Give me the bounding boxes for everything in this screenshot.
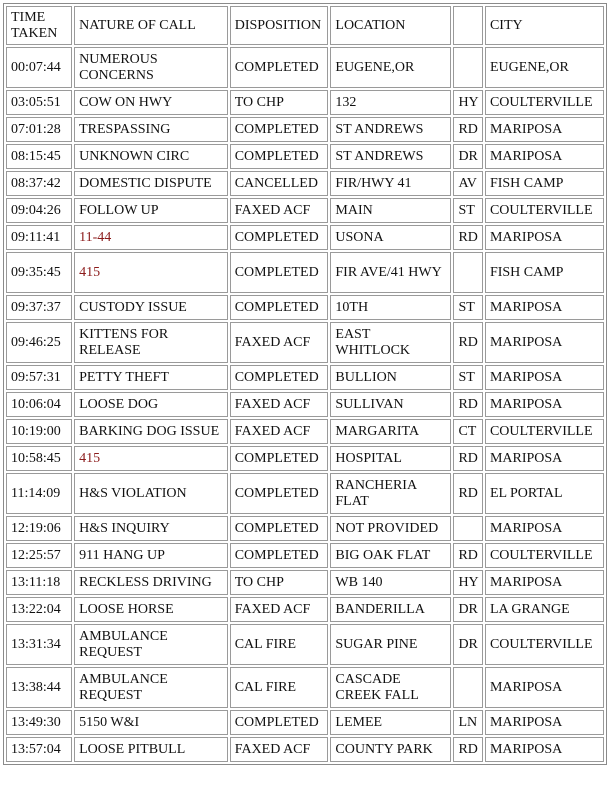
nature-cell: BARKING DOG ISSUE: [74, 419, 228, 444]
header-time-taken: TIME TAKEN: [6, 6, 72, 45]
time-cell: 08:15:45: [6, 144, 72, 169]
table-row: [6, 624, 604, 665]
location-cell: 10TH: [330, 295, 451, 320]
table-row: [6, 419, 604, 444]
time-cell: 08:37:42: [6, 171, 72, 196]
time-cell: 09:57:31: [6, 365, 72, 390]
suffix-cell: HY: [453, 570, 483, 595]
time-cell: 09:35:45: [6, 252, 72, 293]
location-cell: WB 140: [330, 570, 451, 595]
nature-cell: UNKNOWN CIRC: [74, 144, 228, 169]
suffix-cell: [453, 667, 483, 708]
time-cell: 13:49:30: [6, 710, 72, 735]
suffix-cell: RD: [453, 473, 483, 514]
time-cell: 12:19:06: [6, 516, 72, 541]
header-nature-of-call: NATURE OF CALL: [74, 6, 228, 45]
suffix-cell: RD: [453, 543, 483, 568]
header-location: LOCATION: [330, 6, 451, 45]
city-cell: EL PORTAL: [485, 473, 604, 514]
table-row: [6, 117, 604, 142]
nature-cell: NUMEROUS CONCERNS: [74, 47, 228, 88]
suffix-cell: AV: [453, 171, 483, 196]
suffix-cell: HY: [453, 90, 483, 115]
table-row: [6, 47, 604, 88]
location-cell: BULLION: [330, 365, 451, 390]
time-cell: 13:38:44: [6, 667, 72, 708]
table-row: [6, 365, 604, 390]
nature-cell: KITTENS FOR RELEASE: [74, 322, 228, 363]
table-row: [6, 198, 604, 223]
suffix-cell: CT: [453, 419, 483, 444]
disposition-cell: COMPLETED: [230, 473, 329, 514]
location-cell: ST ANDREWS: [330, 144, 451, 169]
location-cell: SUGAR PINE: [330, 624, 451, 665]
suffix-cell: RD: [453, 322, 483, 363]
suffix-cell: ST: [453, 198, 483, 223]
table-row: [6, 516, 604, 541]
city-cell: COULTERVILLE: [485, 624, 604, 665]
nature-cell: 415: [74, 252, 228, 293]
nature-cell: 415: [74, 446, 228, 471]
suffix-cell: LN: [453, 710, 483, 735]
table-row: [6, 597, 604, 622]
time-cell: 10:58:45: [6, 446, 72, 471]
disposition-cell: COMPLETED: [230, 144, 329, 169]
suffix-cell: ST: [453, 365, 483, 390]
city-cell: LA GRANGE: [485, 597, 604, 622]
disposition-cell: CAL FIRE: [230, 624, 329, 665]
disposition-cell: TO CHP: [230, 90, 329, 115]
location-cell: BIG OAK FLAT: [330, 543, 451, 568]
table-row: [6, 667, 604, 708]
location-cell: NOT PROVIDED: [330, 516, 451, 541]
disposition-cell: FAXED ACF: [230, 322, 329, 363]
disposition-cell: COMPLETED: [230, 710, 329, 735]
disposition-cell: COMPLETED: [230, 47, 329, 88]
suffix-cell: RD: [453, 446, 483, 471]
time-cell: 10:19:00: [6, 419, 72, 444]
header-suffix: [453, 6, 483, 45]
disposition-cell: TO CHP: [230, 570, 329, 595]
header-row: [6, 6, 604, 45]
city-cell: COULTERVILLE: [485, 198, 604, 223]
suffix-cell: [453, 47, 483, 88]
city-cell: MARIPOSA: [485, 446, 604, 471]
header-disposition: DISPOSITION: [230, 6, 329, 45]
city-cell: MARIPOSA: [485, 570, 604, 595]
nature-cell: DOMESTIC DISPUTE: [74, 171, 228, 196]
city-cell: MARIPOSA: [485, 365, 604, 390]
disposition-cell: COMPLETED: [230, 446, 329, 471]
table-row: [6, 710, 604, 735]
city-cell: MARIPOSA: [485, 516, 604, 541]
disposition-cell: FAXED ACF: [230, 392, 329, 417]
time-cell: 13:57:04: [6, 737, 72, 762]
table-row: [6, 322, 604, 363]
disposition-cell: FAXED ACF: [230, 419, 329, 444]
table-row: [6, 737, 604, 762]
city-cell: MARIPOSA: [485, 144, 604, 169]
location-cell: SULLIVAN: [330, 392, 451, 417]
location-cell: EUGENE,OR: [330, 47, 451, 88]
time-cell: 13:22:04: [6, 597, 72, 622]
disposition-cell: COMPLETED: [230, 225, 329, 250]
nature-cell: TRESPASSING: [74, 117, 228, 142]
time-cell: 09:04:26: [6, 198, 72, 223]
nature-cell: AMBULANCE REQUEST: [74, 667, 228, 708]
suffix-cell: DR: [453, 624, 483, 665]
time-cell: 03:05:51: [6, 90, 72, 115]
table-row: [6, 144, 604, 169]
disposition-cell: COMPLETED: [230, 117, 329, 142]
nature-cell: LOOSE PITBULL: [74, 737, 228, 762]
location-cell: COUNTY PARK: [330, 737, 451, 762]
time-cell: 07:01:28: [6, 117, 72, 142]
table-row: [6, 295, 604, 320]
time-cell: 13:31:34: [6, 624, 72, 665]
table-row: [6, 392, 604, 417]
nature-cell: 11-44: [74, 225, 228, 250]
location-cell: HOSPITAL: [330, 446, 451, 471]
time-cell: 09:46:25: [6, 322, 72, 363]
suffix-cell: ST: [453, 295, 483, 320]
city-cell: MARIPOSA: [485, 392, 604, 417]
suffix-cell: RD: [453, 392, 483, 417]
disposition-cell: COMPLETED: [230, 516, 329, 541]
time-cell: 13:11:18: [6, 570, 72, 595]
time-cell: 12:25:57: [6, 543, 72, 568]
table-row: [6, 90, 604, 115]
nature-cell: COW ON HWY: [74, 90, 228, 115]
nature-cell: LOOSE HORSE: [74, 597, 228, 622]
location-cell: USONA: [330, 225, 451, 250]
header-city: CITY: [485, 6, 604, 45]
city-cell: MARIPOSA: [485, 225, 604, 250]
table-row: [6, 543, 604, 568]
disposition-cell: CAL FIRE: [230, 667, 329, 708]
time-cell: 09:11:41: [6, 225, 72, 250]
disposition-cell: FAXED ACF: [230, 737, 329, 762]
disposition-cell: COMPLETED: [230, 365, 329, 390]
nature-cell: 911 HANG UP: [74, 543, 228, 568]
nature-cell: H&S VIOLATION: [74, 473, 228, 514]
city-cell: MARIPOSA: [485, 117, 604, 142]
table-row: [6, 225, 604, 250]
location-cell: FIR AVE/41 HWY: [330, 252, 451, 293]
time-cell: 09:37:37: [6, 295, 72, 320]
nature-cell: FOLLOW UP: [74, 198, 228, 223]
location-cell: BANDERILLA: [330, 597, 451, 622]
nature-cell: RECKLESS DRIVING: [74, 570, 228, 595]
suffix-cell: RD: [453, 117, 483, 142]
suffix-cell: DR: [453, 144, 483, 169]
location-cell: MAIN: [330, 198, 451, 223]
time-cell: 00:07:44: [6, 47, 72, 88]
city-cell: MARIPOSA: [485, 667, 604, 708]
location-cell: ST ANDREWS: [330, 117, 451, 142]
disposition-cell: COMPLETED: [230, 543, 329, 568]
location-cell: LEMEE: [330, 710, 451, 735]
city-cell: FISH CAMP: [485, 171, 604, 196]
city-cell: MARIPOSA: [485, 710, 604, 735]
disposition-cell: FAXED ACF: [230, 198, 329, 223]
city-cell: MARIPOSA: [485, 295, 604, 320]
suffix-cell: DR: [453, 597, 483, 622]
table-row: [6, 171, 604, 196]
location-cell: RANCHERIA FLAT: [330, 473, 451, 514]
call-log-body: [6, 47, 604, 762]
table-row: [6, 446, 604, 471]
location-cell: CASCADE CREEK FALL: [330, 667, 451, 708]
suffix-cell: RD: [453, 225, 483, 250]
table-row: [6, 473, 604, 514]
suffix-cell: [453, 516, 483, 541]
nature-cell: H&S INQUIRY: [74, 516, 228, 541]
call-log-table: [3, 3, 607, 765]
city-cell: COULTERVILLE: [485, 543, 604, 568]
table-row: [6, 252, 604, 293]
nature-cell: 5150 W&I: [74, 710, 228, 735]
disposition-cell: COMPLETED: [230, 295, 329, 320]
location-cell: EAST WHITLOCK: [330, 322, 451, 363]
city-cell: COULTERVILLE: [485, 419, 604, 444]
location-cell: MARGARITA: [330, 419, 451, 444]
nature-cell: PETTY THEFT: [74, 365, 228, 390]
nature-cell: LOOSE DOG: [74, 392, 228, 417]
suffix-cell: RD: [453, 737, 483, 762]
nature-cell: CUSTODY ISSUE: [74, 295, 228, 320]
time-cell: 10:06:04: [6, 392, 72, 417]
location-cell: 132: [330, 90, 451, 115]
city-cell: FISH CAMP: [485, 252, 604, 293]
disposition-cell: COMPLETED: [230, 252, 329, 293]
time-cell: 11:14:09: [6, 473, 72, 514]
disposition-cell: FAXED ACF: [230, 597, 329, 622]
city-cell: COULTERVILLE: [485, 90, 604, 115]
location-cell: FIR/HWY 41: [330, 171, 451, 196]
city-cell: MARIPOSA: [485, 322, 604, 363]
nature-cell: AMBULANCE REQUEST: [74, 624, 228, 665]
city-cell: MARIPOSA: [485, 737, 604, 762]
disposition-cell: CANCELLED: [230, 171, 329, 196]
suffix-cell: [453, 252, 483, 293]
table-row: [6, 570, 604, 595]
city-cell: EUGENE,OR: [485, 47, 604, 88]
